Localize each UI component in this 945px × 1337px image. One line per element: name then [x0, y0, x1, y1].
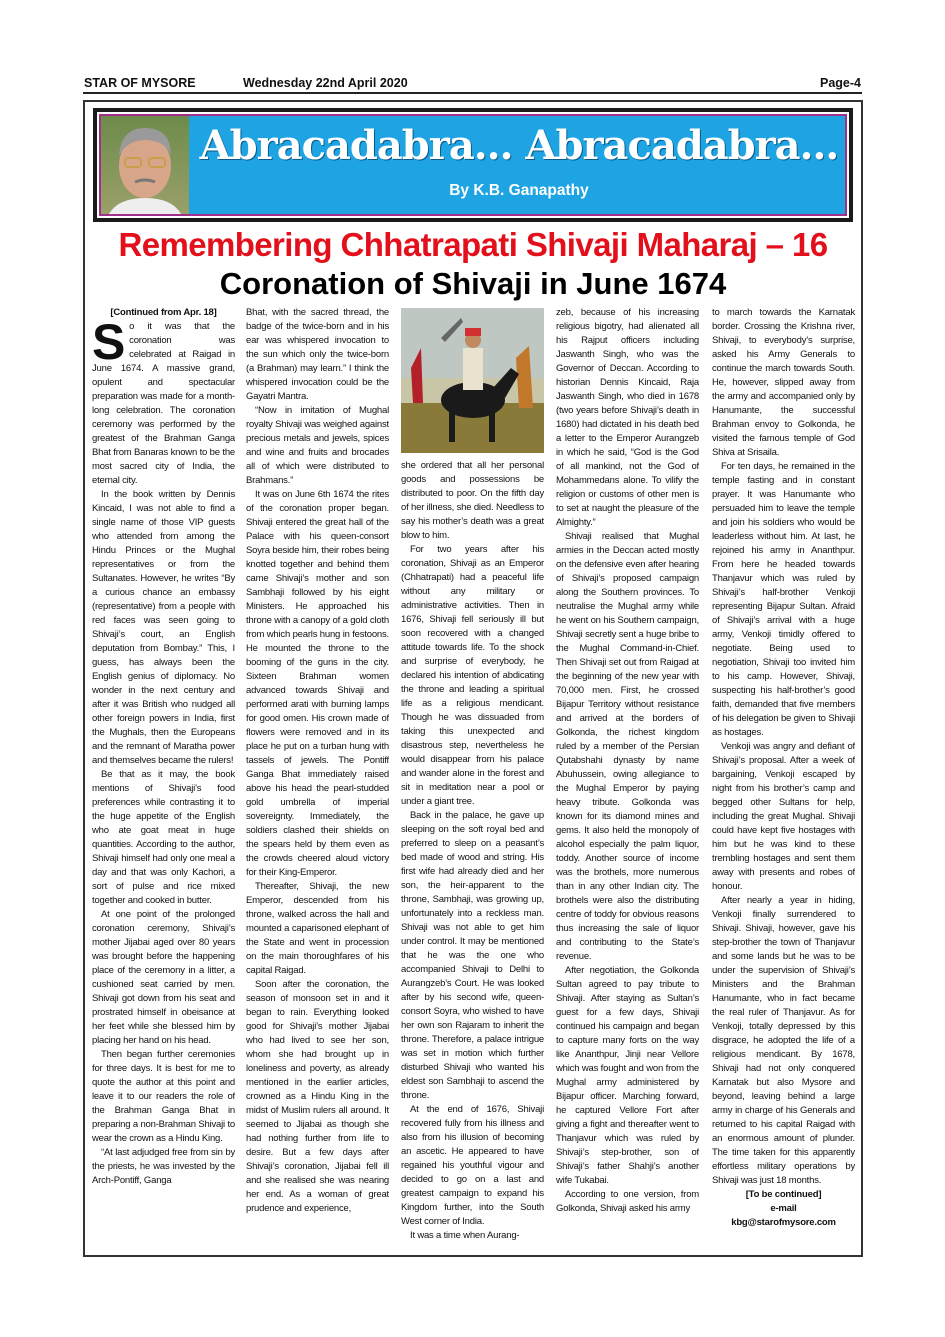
paragraph: For ten days, he remained in the temple fasting and in constant prayer. It was Hanumante who persuaded him to leave the temple and join his soldiers who would be leaderless without him. At last, he rejoined his army in Ananthpur. From here he headed towards Thanjavur which was ruled by Shivaji’s half-brother Venkoji representing Bijapur Sultan. Afraid of Shivaji’s arrival with a huge army, Venkoji timidly offered to negotiate. Being used to negotiation, Shivaji too invited him to his camp. However, Shivaji, suspecting his half-brother’s good faith, demanded that five members of his delegation be given to Shivaji as hostages.: [712, 461, 855, 738]
shivaji-painting-image: [401, 308, 544, 453]
banner-byline: By K.B. Ganapathy: [449, 182, 589, 199]
paragraph: Soon after the coronation, the season of monsoon set in and it began to rain. Everything looked good for Shivaji’s mother Jijabai who had lived to see her son, whom she had brought up in loneliness and poverty, as already mentioned in the earlier articles, crowned as a Hindu King in the midst of Muslim rulers all around. It seemed to Jijabai as though she had nothing further from life to desire. But a few days after Shivaji’s coronation, Jijabai fell ill and she realised she was nearing her end. As a woman of great prudence and experience,: [246, 979, 389, 1214]
masthead-date: Wednesday 22nd April 2020: [243, 76, 408, 90]
paragraph: At the end of 1676, Shivaji recovered fully from his illness and also from his illusion of becoming an ascetic. He appeared to have regained his youthful vigour and decided to go on a last and greatest campaign to expand his Kingdom further, into the South West corner of India.: [401, 1104, 544, 1227]
paragraph: Venkoji was angry and defiant of Shivaji’s proposal. After a week of bargaining, Venkoji escaped by night from his brother’s camp and begged other Sultans for help, including the great Mughal. Shivaji could have kept five hostages with him but he was kind to these trembling hostages and sent them away with presents and robes of honour.: [712, 741, 855, 892]
article-column-5: [712, 306, 855, 1250]
paragraph: After nearly a year in hiding, Venkoji finally surrendered to Shivaji. Shivaji, however, gave his step-brother the town of Thanjavur and some lands but he was to be under the supervision of Shivaji’s Ministers and the Brahman Hanumante, who in fact became the real ruler of Thanjavur. As for Venkoji, totally depressed by this disgrace, he adopted the life of a religious mendicant. By 1678, Shivaji had not only conquered Karnatak but also Mysore and beyond, leaving behind a large army in charge of his Generals and returned to his capital Raigad with an enormous amount of plunder. The time taken for this apparently effortless military operations by Shivaji was just 18 months.: [712, 895, 855, 1186]
paragraph: It was a time when Aurang-: [410, 1230, 520, 1241]
to-be-continued-note: [To be continued]: [745, 1189, 822, 1200]
article-subtitle: Coronation of Shivaji in June 1674: [219, 266, 727, 301]
article-column-3: [401, 308, 544, 1252]
banner-title: Abracadabra... Abracadabra...: [199, 122, 839, 169]
paragraph: “Now in imitation of Mughal royalty Shivaji was weighed against precious metals and jewels, spices and wine and fruits and brocades all of which were distributed to Brahmans.”: [246, 405, 389, 486]
paragraph: Be that as it may, the book mentions of Shivaji’s food preferences while contrasting it to the huge appetite of the English who ate goat meat in huge quantities. According to the author, Shivaji himself had only one meal a day and that was only Kachori, a sort of pulse and rice mixed together and cooked in butter.: [92, 769, 235, 906]
drop-cap: S: [92, 314, 126, 370]
paragraph: o it was that the coronation was celebrated at Raigad in June 1674. A massive grand, opulent and spectacular preparation was made for a month-long celebration. The coronation ceremony was performed by the greatest of the Brahman Ganga Bhat from Banaras known to be the most sacred city of India, the eternal city.: [92, 321, 235, 486]
author-email-link[interactable]: kbg@starofmysore.com: [731, 1217, 836, 1228]
paragraph: she ordered that all her personal goods and possessions be distributed to poor. On the fifth day of her illness, she died. Needless to say his mother’s death was a great blow to him.: [401, 460, 544, 541]
paragraph: For two years after his coronation, Shivaji as an Emperor (Chhatrapati) had a peaceful life without any military or administrative activities. Then in 1676, Shivaji fell seriously ill but soon recovered with a changed attitude towards life. To the shock and surprise of everybody, he declared his intention of abdicating the throne and leading a spiritual life as a religious mendicant. Though he was dissuaded from taking this unexpected and disastrous step, nevertheless he would disappear from his palace and wander alone in the forest and sit in meditation near a pool or under a giant tree.: [401, 544, 544, 807]
paragraph: At one point of the prolonged coronation ceremony, Shivaji’s mother Jijabai aged over 80 years was brought before the happening place of the ceremony in a litter, a cushioned seat carried by men. Shivaji got down from his seat and prostrated himself in obeisance at her feet while she blessed him by placing her hand on his head.: [92, 909, 235, 1046]
paragraph: Bhat, with the sacred thread, the badge of the twice-born and in his ear was whispered invocation to the sun which only the twice-born (a Brahman) may learn.” I think the whispered invocation could be the Gayatri Mantra.: [246, 307, 389, 402]
paragraph: Back in the palace, he gave up sleeping on the soft royal bed and preferred to sleep on a peasant’s bed made of wood and string. His first wife had already died and her son, the heir-apparent to the throne, Sambhaji, was growing up, unfortunately into a reckless man. Shivaji was not able to get him under control. It may be mentioned that he was the one who accompanied Shivaji to Delhi to Aurangzeb’s Court. He was looked after by his second wife, queen-consort Soyra, who wished to have her own son Rajaram to inherit the throne. Therefore, a palace intrigue was set in motion which further disturbed Shivaji who wanted his eldest son Sambhaji to ascend the throne.: [401, 810, 544, 1101]
paragraph: zeb, because of his increasing religious bigotry, had alienated all his Rajput officers including Jaswanth Singh, who was the Governor of Deccan. According to historian Dennis Kincaid, Raja Jaswanth Singh, who died in 1678 (two years before Shivaji’s death in 1680) had dictated in his death bed a letter to the Emperor Aurangzeb in which he said, “God is the God of all mankind, not the God of Mohammedans alone. To vilify the religion or customs of other men is to set at naught the pleasure of the Almighty.”: [556, 307, 699, 528]
paragraph: After negotiation, the Golkonda Sultan agreed to pay tribute to Shivaji. After staying as Sultan’s guest for a few days, Shivaji continued his campaign and began to capture many forts on the way like Ananthpur, Jinji near Vellore which was fought and won from the Mughal army administered by Bijapur officer. Marching forward, he captured Vellore Fort after giving a fight and thereafter went to Thanjavur which was ruled by Shivaji’s step-brother, son of Shivaji’s father Shahji’s another wife Tukabai.: [556, 965, 699, 1186]
article-column-4: [556, 306, 699, 1250]
column-banner: [93, 108, 853, 222]
header-rule: [83, 92, 862, 94]
paragraph: Thereafter, Shivaji, the new Emperor, descended from his throne, walked across the hall and mounted a caparisoned elephant of the State and went in procession on the main thoroughfares of his capital Raigad.: [246, 881, 389, 976]
paragraph: to march towards the Karnatak border. Crossing the Krishna river, Shivaji, to everybody’s surprise, asked his Army Generals to continue the march towards South. He, however, slipped away from the army and accompanied only by Hanumante, the successful Brahman envoy to Golkonda, he visited the famous temple of God Shiva at Srisaila.: [712, 307, 855, 458]
article-column-2: [246, 306, 389, 1250]
paragraph: Then began further ceremonies for three days. It is best for me to quote the author at this point and leave it to our readers the role of the Brahman Ganga Bhat in preparing a non-Brahman Shivaji to wear the crown as a Hindu King.: [92, 1049, 235, 1144]
email-label: e-mail: [770, 1203, 797, 1214]
paragraph: According to one version, from Golkonda, Shivaji asked his army: [556, 1189, 699, 1214]
paragraph: Shivaji realised that Mughal armies in the Deccan acted mostly on the defensive even after hearing of Shivaji’s proposed campaign along the Southern provinces. To neutralise the Mughal army while he went on his Southern campaign, Shivaji secretly sent a huge bribe to the Mughal Command-in-Chief. Then Shivaji set out from Raigad at the beginning of the new year with 70,000 men. First, he crossed Bijapur Territory without resistance and arrived at the borders of Golkonda, the richest kingdom ruled by a member of the Persian Qutabshahi dynasty by name Abuhussein, owing allegiance to the Mughal Emperor by paying heavy tribute. Golkonda was known for its diamond mines and gems. It also held the monopoly of alcohol especially the palm liquor, toddy. Another source of income was the brothels, more numerous than in any other Indian city. The brothels were also the distributing centre of toddy for obvious reasons thus increasing the sale of liquor and contributing to the State’s revenue.: [556, 531, 699, 962]
continued-from-note: [Continued from Apr. 18]: [110, 307, 217, 318]
masthead-page-number: Page-4: [820, 76, 861, 90]
paragraph: In the book written by Dennis Kincaid, I was not able to find a single name of those VIP guests who attended from among the Hindu Princes or the Mughal representatives or from the Sultanates. However, he writes “By a curious chance an embassy (representative) from a people with red faces was seen going to Shivaji’s court, an English deputation from Bombay.” This, I guess, has always been the English genius of diplomacy. No wonder in the next century and after it was British who nudged all other foreign powers in India, first the Mughals, then the Europeans and the remnant of Maratha power and themselves became the rulers!: [92, 489, 235, 766]
paragraph: “At last adjudged free from sin by the priests, he was invested by the Arch-Pontiff, Ganga: [92, 1147, 235, 1186]
article-title: Remembering Chhatrapati Shivaji Maharaj – 16: [118, 226, 828, 263]
masthead-paper-name: STAR OF MYSORE: [84, 76, 196, 90]
author-photo: [101, 116, 189, 214]
paragraph: It was on June 6th 1674 the rites of the coronation proper began. Shivaji entered the great hall of the Palace with his queen-consort Soyra beside him, their robes being knotted together and behind them came Shivaji’s mother and son Sambhaji followed by his eight Ministers. He approached his throne with a canopy of a gold cloth from which pearls hung in festoons. He mounted the throne to the booming of the guns in the city. Sixteen Brahman women advanced towards Shivaji and performed arati with burning lamps for good omen. His crown made of flowers were removed and in its place he put on a turban hung with tassels of jewels. The Pontiff Ganga Bhat immediately raised above his head the pearl-studded gold umbrella of imperial sovereignty. Immediately, the soldiers clashed their shields on the spears held by them even as the crowds cheered aloud victory for their King-Emperor.: [246, 489, 389, 878]
article-column-1: [92, 306, 235, 1250]
